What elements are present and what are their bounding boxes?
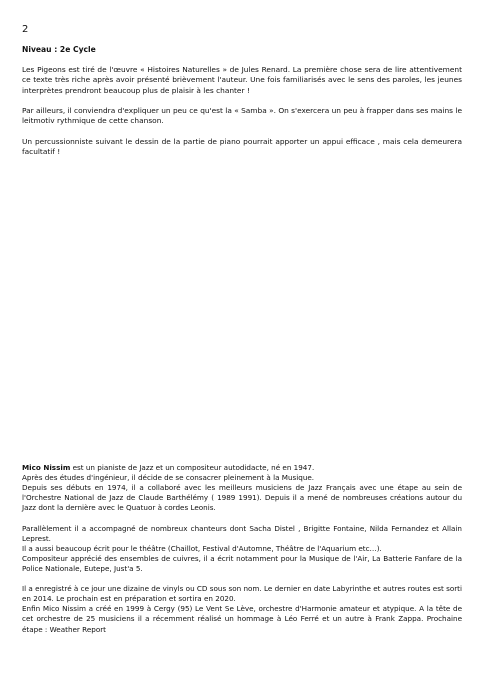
percussion-paragraph: Un percussionniste suivant le dessin de la partie de piano pourrait apporter un appui efficace , mais cela demeurera facultatif ! — [22, 136, 462, 156]
page-number: 2 — [22, 24, 29, 35]
bio-paragraph-3 — [22, 584, 462, 634]
bio-paragraph-1 — [22, 463, 462, 513]
bio-line: Depuis ses débuts en 1974, il a collaboré avec les meilleurs musiciens de Jazz Français avec une étape au sein de l'Orchestre National de Jazz de Claude Barthélémy ( 1989 1991). Depuis il a mené de nombreuses créations autour du Jazz dont la dernière avec le Quatuor à cordes Leonis. — [22, 483, 462, 513]
bio-first-line — [22, 463, 462, 473]
bio-first-line-rest: est un pianiste de Jazz et un compositeur autodidacte, né en 1947. — [70, 463, 315, 472]
bio-line: Il a aussi beaucoup écrit pour le théâtre (Chaillot, Festival d'Automne, Théâtre de l'Aquarium etc…). — [22, 543, 382, 553]
teaching-notes — [22, 45, 462, 167]
bio-line: Après des études d'ingénieur, il décide de se consacrer pleinement à la Musique. — [22, 473, 315, 483]
bio-line: Compositeur apprécié des ensembles de cuivres, il a écrit notamment pour la Musique de l'Air, La Batterie Fanfare de la Police Nationale, Eutepe, Just'a 5. — [22, 553, 462, 573]
bio-line: Enfin Mico Nissim a créé en 1999 à Cergy (95) Le Vent Se Lève, orchestre d'Harmonie amateur et atypique. A la tête de cet orchestre de 25 musiciens il a récemment réalisé un hommage à Léo Ferré et un autre à Frank Zappa. Prochaine étape : Weather Report — [22, 604, 462, 634]
level-heading: Niveau : 2e Cycle — [22, 45, 96, 54]
bio-line: Il a enregistré à ce jour une dizaine de vinyls ou CD sous son nom. Le dernier en date Labyrinthe et autres routes est sorti en 2014. Le prochain est en préparation et sortira en 2020. — [22, 584, 462, 604]
bio-line: Parallèlement il a accompagné de nombreux chanteurs dont Sacha Distel , Brigitte Fontaine, Nilda Fernandez et Allain Leprest. — [22, 523, 462, 543]
bio-paragraph-2 — [22, 524, 462, 574]
composer-biography — [22, 463, 462, 645]
composer-name: Mico Nissim — [22, 463, 71, 472]
intro-paragraph: Les Pigeons est tiré de l'œuvre « Histoires Naturelles » de Jules Renard. La première chose sera de lire attentivement ce texte très riche après avoir présenté brièvement l'auteur. Une fois familiarisés avec le sens des paroles, les jeunes interprètes prendront beaucoup plus de plaisir à les chanter ! — [22, 65, 462, 95]
samba-paragraph: Par ailleurs, il conviendra d'expliquer un peu ce qu'est la « Samba ». On s'exercera un peu à frapper dans ses mains le leitmotiv rythmique de cette chanson. — [22, 106, 462, 126]
